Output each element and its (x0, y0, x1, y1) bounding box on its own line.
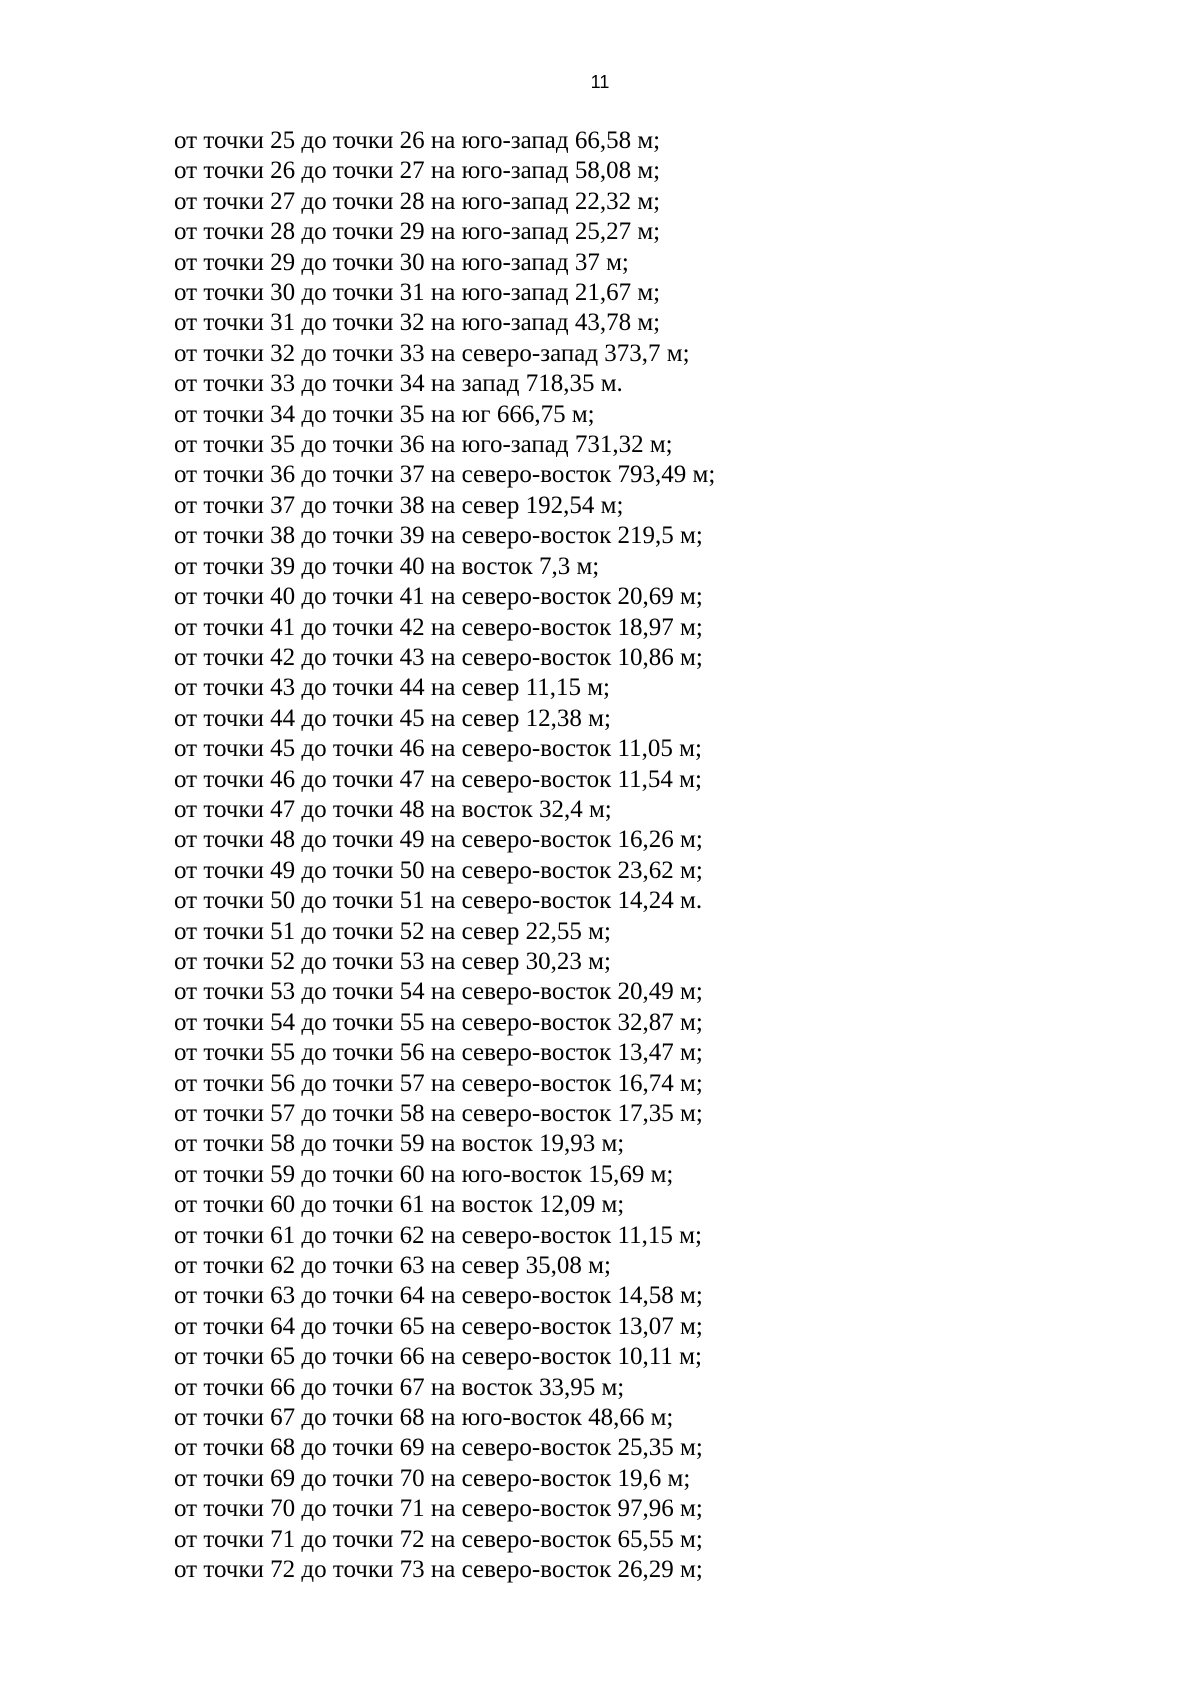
boundary-segment-line: от точки 34 до точки 35 на юг 666,75 м; (174, 400, 595, 428)
boundary-segment-line: от точки 58 до точки 59 на восток 19,93 м; (174, 1130, 625, 1158)
boundary-segment-line: от точки 49 до точки 50 на северо-восток 23,62 м; (174, 856, 703, 884)
boundary-segment-line: от точки 52 до точки 53 на север 30,23 м; (174, 947, 611, 975)
boundary-segment-line: от точки 66 до точки 67 на восток 33,95 м; (174, 1373, 625, 1401)
page-number: 11 (590, 72, 610, 92)
boundary-segment-line: от точки 41 до точки 42 на северо-восток 18,97 м; (174, 613, 703, 641)
boundary-segment-line: от точки 28 до точки 29 на юго-запад 25,27 м; (174, 218, 661, 246)
boundary-segment-line: от точки 72 до точки 73 на северо-восток 26,29 м; (174, 1556, 703, 1584)
boundary-segment-line: от точки 31 до точки 32 на юго-запад 43,78 м; (174, 309, 661, 337)
boundary-segment-line: от точки 65 до точки 66 на северо-восток 10,11 м; (174, 1343, 702, 1371)
boundary-segment-line: от точки 37 до точки 38 на север 192,54 м; (174, 491, 624, 519)
boundary-segment-line: от точки 71 до точки 72 на северо-восток 65,55 м; (174, 1525, 703, 1553)
boundary-segment-line: от точки 27 до точки 28 на юго-запад 22,32 м; (174, 187, 661, 215)
boundary-segment-line: от точки 46 до точки 47 на северо-восток 11,54 м; (174, 765, 702, 793)
boundary-segment-line: от точки 57 до точки 58 на северо-восток 17,35 м; (174, 1100, 703, 1127)
boundary-segment-line: от точки 59 до точки 60 на юго-восток 15,69 м; (174, 1160, 674, 1188)
boundary-segment-line: от точки 67 до точки 68 на юго-восток 48,66 м; (174, 1404, 674, 1432)
boundary-segment-line: от точки 43 до точки 44 на север 11,15 м; (174, 674, 610, 702)
boundary-segment-line: от точки 60 до точки 61 на восток 12,09 м; (174, 1191, 625, 1219)
boundary-segment-line: от точки 68 до точки 69 на северо-восток 25,35 м; (174, 1434, 703, 1462)
boundary-segment-line: от точки 25 до точки 26 на юго-запад 66,58 м; (174, 127, 661, 154)
boundary-segment-line: от точки 32 до точки 33 на северо-запад 373,7 м; (174, 339, 690, 367)
boundary-segment-line: от точки 64 до точки 65 на северо-восток 13,07 м; (174, 1312, 703, 1340)
boundary-segment-line: от точки 48 до точки 49 на северо-восток 16,26 м; (174, 826, 703, 854)
boundary-segment-line: от точки 55 до точки 56 на северо-восток 13,47 м; (174, 1039, 703, 1067)
boundary-segment-line: от точки 36 до точки 37 на северо-восток 793,49 м; (174, 461, 716, 489)
boundary-segment-line: от точки 47 до точки 48 на восток 32,4 м; (174, 795, 612, 823)
boundary-segment-line: от точки 50 до точки 51 на северо-восток 14,24 м. (174, 887, 703, 915)
boundary-segment-line: от точки 26 до точки 27 на юго-запад 58,08 м; (174, 157, 661, 185)
boundary-segment-line: от точки 42 до точки 43 на северо-восток 10,86 м; (174, 643, 703, 671)
boundary-segment-line: от точки 35 до точки 36 на юго-запад 731,32 м; (174, 431, 673, 459)
boundary-segment-line: от точки 69 до точки 70 на северо-восток 19,6 м; (174, 1464, 691, 1492)
boundary-segment-line: от точки 70 до точки 71 на северо-восток 97,96 м; (174, 1495, 703, 1523)
boundary-segment-line: от точки 40 до точки 41 на северо-восток 20,69 м; (174, 583, 703, 611)
boundary-segment-line: от точки 53 до точки 54 на северо-восток 20,49 м; (174, 978, 703, 1006)
boundary-segment-line: от точки 61 до точки 62 на северо-восток 11,15 м; (174, 1221, 702, 1249)
boundary-segment-line: от точки 62 до точки 63 на север 35,08 м; (174, 1252, 611, 1280)
boundary-segment-line: от точки 33 до точки 34 на запад 718,35 м. (174, 370, 623, 398)
boundary-segment-line: от точки 39 до точки 40 на восток 7,3 м; (174, 552, 600, 580)
boundary-segment-line: от точки 45 до точки 46 на северо-восток 11,05 м; (174, 735, 702, 763)
boundary-segment-line: от точки 54 до точки 55 на северо-восток 32,87 м; (174, 1008, 703, 1036)
boundary-segment-line: от точки 51 до точки 52 на север 22,55 м; (174, 917, 611, 945)
boundary-description-list (174, 126, 715, 1586)
boundary-segment-line: от точки 63 до точки 64 на северо-восток 14,58 м; (174, 1282, 703, 1310)
boundary-segment-line: от точки 29 до точки 30 на юго-запад 37 м; (174, 248, 629, 276)
boundary-segment-line: от точки 38 до точки 39 на северо-восток 219,5 м; (174, 522, 703, 550)
boundary-segment-line: от точки 44 до точки 45 на север 12,38 м; (174, 704, 611, 732)
boundary-segment-line: от точки 56 до точки 57 на северо-восток 16,74 м; (174, 1069, 703, 1097)
boundary-segment-line: от точки 30 до точки 31 на юго-запад 21,67 м; (174, 279, 661, 307)
